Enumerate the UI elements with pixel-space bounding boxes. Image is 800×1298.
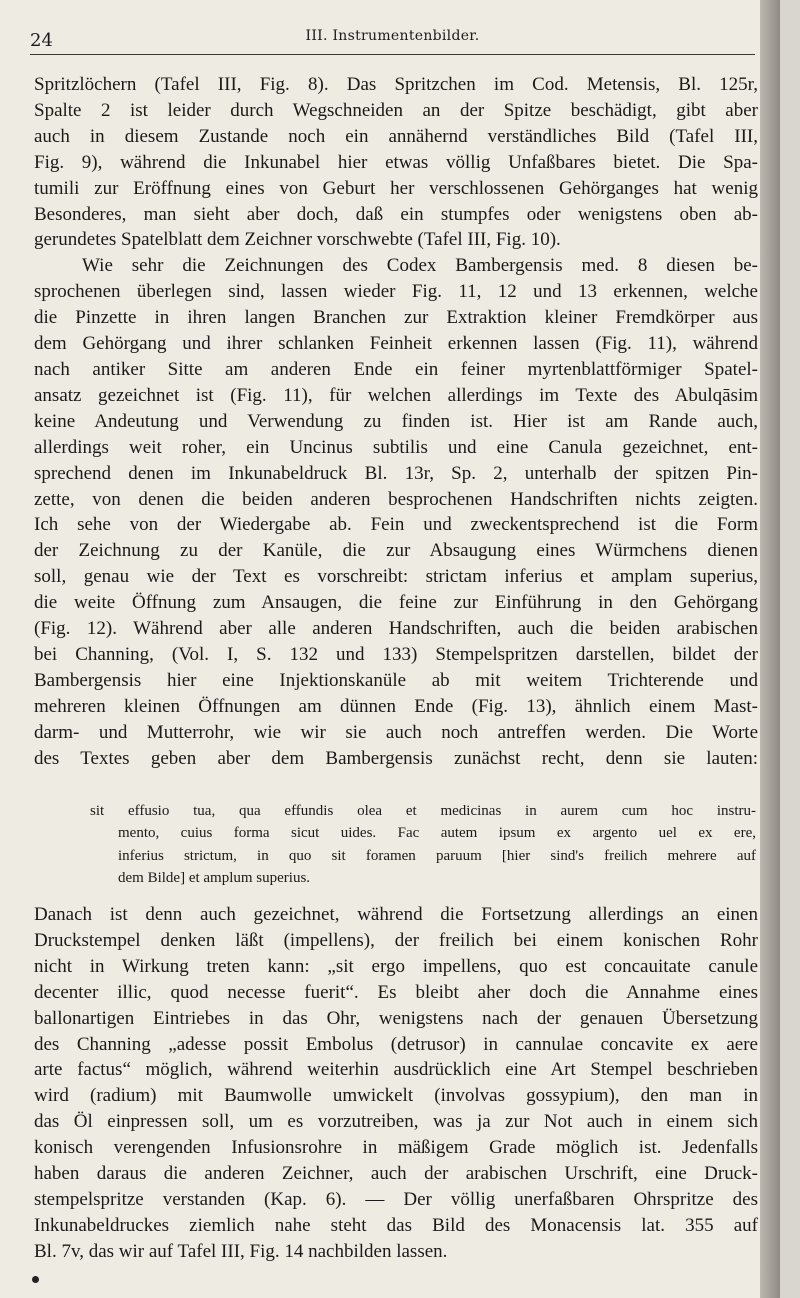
text-line: der Zeichnung zu der Kanüle, die zur Absaugung eines Würmchens dienen [34,540,758,562]
ink-dot [32,1276,39,1283]
text-line: darm- und Mutterrohr, wie wir sie auch noch antreffen werden. Die Worte [34,721,758,743]
text-line: Bl. 7v, das wir auf Tafel III, Fig. 14 nachbilden lassen. [34,1240,448,1262]
text-line: zette, von denen die beiden anderen besprochenen Handschriften nichts zeigten. [34,488,758,510]
text-line: dem Gehörgang und ihrer schlanken Feinheit erkennen lassen (Fig. 11), während [34,333,758,355]
text-line: konisch verengenden Infusionsrohre in mäßigem Grade möglich ist. Jedenfalls [34,1137,758,1159]
text-line: ballonartigen Eintriebes in das Ohr, wenigstens nach der genauen Übersetzung [34,1007,758,1029]
text-line: das Öl einpressen soll, um es vorzutreiben, was ja zur Not auch in einem sich [34,1111,758,1133]
text-line: Inkunabeldruckes ziemlich nahe steht das Bild des Monacensis lat. 355 auf [34,1214,758,1236]
text-line: mehreren kleinen Öffnungen am dünnen Ende (Fig. 13), ähnlich einem Mast- [34,695,758,717]
second-text-block [34,902,758,1265]
quote-line: dem Bilde] et amplum superius. [118,869,311,886]
text-line: nicht in Wirkung treten kann: „sit ergo impellens, quo est concauitate canule [34,955,758,977]
text-line: des Textes geben aber dem Bambergensis zunächst recht, denn sie lauten: [34,747,758,769]
running-title: III. Instrumentenbilder. [305,28,480,44]
quote-line: sit effusio tua, qua effundis olea et medicinas in aurem cum hoc instru- [90,803,756,819]
text-line: keine Andeutung und Verwendung zu finden ist. Hier ist am Rande auch, [34,410,758,432]
text-line: tumili zur Eröffnung eines von Geburt her verschlossenen Gehörganges hat wenig [34,177,758,199]
text-line: (Fig. 12). Während aber alle anderen Handschriften, auch die beiden arabischen [34,618,758,640]
text-line: bei Channing, (Vol. I, S. 132 und 133) Stempelspritzen darstellen, bildet der [34,643,758,665]
text-line: Fig. 9), während die Inkunabel hier etwas völlig Unfaßbares bietet. Die Spa- [34,151,758,173]
quote-line: mento, cuius forma sicut uides. Fac autem ipsum ex argento uel ex ere, [118,825,756,842]
text-line: Bambergensis hier eine Injektionskanüle ab mit weitem Trichterende und [34,669,758,691]
text-line: Spalte 2 ist leider durch Wegschneiden an der Spitze beschädigt, gibt aber [34,99,758,121]
page-number: 24 [30,30,53,51]
text-line: sprechend denen im Inkunabeldruck Bl. 13r, Sp. 2, unterhalb der spitzen Pin- [34,462,758,484]
text-line: die Pinzette in ihren langen Branchen zur Extraktion kleiner Fremdkörper aus [34,307,758,329]
text-line: sprochenen überlegen sind, lassen wieder Fig. 11, 12 und 13 erkennen, welche [34,281,758,303]
text-line: soll, genau wie der Text es vorschreibt: strictam inferius et amplam superius, [34,566,758,588]
page-header [30,24,755,55]
text-line: gerundetes Spatelblatt dem Zeichner vorschwebte (Tafel III, Fig. 10). [34,229,561,251]
text-line: wird (radium) mit Baumwolle umwickelt (involvas gossypium), den man in [34,1085,758,1107]
text-line: haben daraus die anderen Zeichner, auch der arabischen Urschrift, eine Druck- [34,1163,758,1185]
text-line: arte factus“ möglich, während weiterhin ausdrücklich eine Art Stempel beschrieben [34,1059,758,1081]
text-line: allerdings weit roher, ein Uncinus subtilis und eine Canula gezeichnet, ent- [34,436,758,458]
text-line: Wie sehr die Zeichnungen des Codex Bambergensis med. 8 diesen be- [82,255,758,277]
text-line: Druckstempel denken läßt (impellens), der freilich bei einem konischen Rohr [34,929,758,951]
text-line: decenter illic, quod necesse fuerit“. Es bleibt aher doch die Annahme eines [34,981,758,1003]
text-line: Spritzlöchern (Tafel III, Fig. 8). Das Spritzchen im Cod. Metensis, Bl. 125r, [34,74,758,95]
text-line: Besonderes, man sieht aber doch, daß ein stumpfes oder wenigstens oben ab- [34,203,758,225]
text-line: Ich sehe von der Wiedergabe ab. Fein und zweckentsprechend ist die Form [34,514,758,536]
text-line: ansatz gezeichnet ist (Fig. 11), für welchen allerdings im Texte des Abulqāsim [34,384,758,406]
text-line: auch in diesem Zustande noch ein annähernd verständliches Bild (Tafel III, [34,125,758,147]
text-line: die weite Öffnung zum Ansaugen, die feine zur Einführung in den Gehörgang [34,592,758,614]
main-text-block [34,72,758,771]
page-edge-shadow [760,0,780,1298]
text-line: stempelspritze verstanden (Kap. 6). — Der völlig unerfaßbaren Ohrspritze des [34,1188,758,1210]
latin-quotation [90,800,756,889]
text-line: Danach ist denn auch gezeichnet, während die Fortsetzung allerdings an einen [34,904,758,925]
text-line: nach antiker Sitte am anderen Ende ein feiner myrtenblattförmiger Spatel- [34,358,758,380]
text-line: des Channing „adesse possit Embolus (detrusor) in cannulae concavite ex aere [34,1033,758,1055]
quote-line: inferius strictum, in quo sit foramen paruum [hier sind's freilich mehrere auf [118,847,756,864]
